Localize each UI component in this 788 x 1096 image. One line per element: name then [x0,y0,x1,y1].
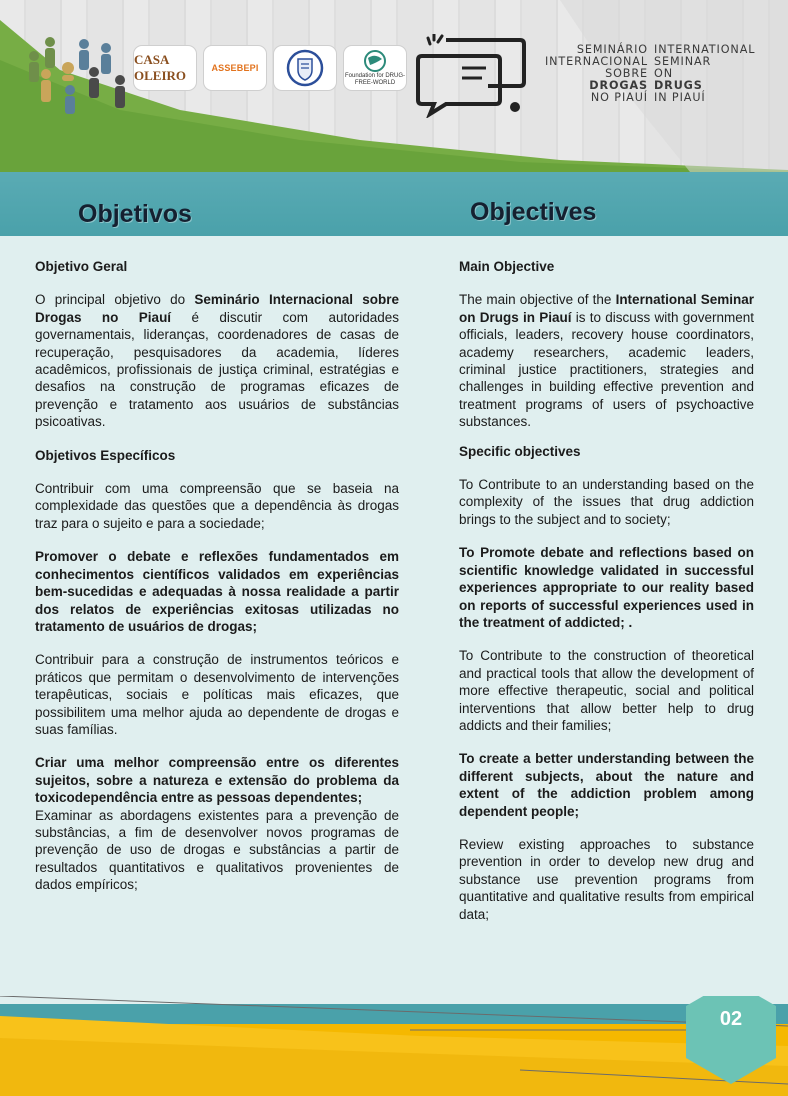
general-objective-text: O principal objetivo do Seminário Internacional sobre Drogas no Piauí é discutir com autoridades governamentais, lideranças, coordenadores de casas de recuperação, pesquisadores da academia, líderes acadêmicos, profissionais de justiça criminal, estratégias e desafios na construção de programas eficazes de prevenção e tratamento aos usuários de substâncias psicoativas. [35,292,399,430]
page-footer [0,996,788,1096]
crest-logo [274,46,336,90]
main-objective-title: Main Objective [459,259,555,274]
general-objective-title: Objetivo Geral [35,259,128,274]
foundation-drug-free-world-logo: Foundation for DRUG-FREE-WORLD [344,46,406,90]
title-row: INTERNACIONAL SEMINAR [544,55,712,68]
objective-item: Review existing approaches to substance prevention in order to develop new drug and substance use prevention programs from quantitative and qualitative results from empirical data; [459,836,754,922]
objective-item: To Contribute to an understanding based on the complexity of the issues that drug addiction brings to the subject and to society; [459,477,754,527]
portuguese-column [35,258,399,910]
title-row: DROGAS DRUGS [589,79,703,92]
specific-objectives-title: Specific objectives [459,443,581,459]
objective-item: To create a better understanding between the different subjects, about the nature and extent of the addiction problem among dependent people; [459,751,754,819]
title-row: NO PIAUÍ IN PIAUÍ [590,91,706,104]
main-objective-text: The main objective of the International Seminar on Drugs in Piauí is to discuss with government officials, leaders, recovery house coordinators, academy researchers, academic leaders, criminal justice practitioners, strategies and challenges in building effective prevention and treatment programs of users of psychoactive substances. [459,292,755,430]
page-number: 02 [719,1008,743,1030]
english-column [459,258,754,939]
people-group-icon [22,34,132,114]
chat-bubbles-icon [416,34,528,118]
page-header [0,0,788,172]
heading-objetivos: Objetivos [78,200,192,228]
objective-item: To Contribute to the construction of theoretical and practical tools that allow the development of more effective therapeutic, social and political interventions that allow better help to drug addicts and their families; [459,648,754,733]
title-row: SEMINÁRIO INTERNATIONAL [576,43,756,56]
objective-item: Examinar as abordagens existentes para a prevenção de substâncias, a fim de desenvolver novos programas de prevenção de uso de drogas e substâncias a partir de resultados quantitativos e qualitativos provenientes de dados empíricos; [35,807,399,893]
objective-item: Contribuir com uma compreensão que se baseia na complexidade das questões que a dependência às drogas traz para o sujeito e para a sociedade; [35,481,399,531]
casa-oleiro-logo: CASA OLEIRO [134,46,196,90]
objective-item: Criar uma melhor compreensão entre os diferentes sujeitos, sobre a natureza e extensão do problema da toxicodependência entre as pessoas dependentes; [35,755,399,806]
objective-item: To Promote debate and reflections based on scientific knowledge validated in successful experiences appropriate to our reality based on reports of successful experiences used in the treatment of addicted; . [459,545,754,630]
objective-item: Contribuir para a construção de instrumentos teóricos e práticos que permitam o desenvolvimento de intervenções terapêuticas, sociais e políticas mais eficazes, que possibilitem uma melhor ajuda ao dependente de drogas e suas famílias. [35,652,399,737]
crest-icon [285,48,325,88]
globe-icon [362,49,388,73]
specific-objectives-title: Objetivos Específicos [35,447,176,463]
heading-objectives: Objectives [470,198,597,226]
seminar-title [538,44,770,104]
title-row: SOBRE ON [605,67,673,80]
assebepi-logo: ASSEBEPI [204,46,266,90]
objective-item: Promover o debate e reflexões fundamentados em conhecimentos científicos validados em experiências bem-sucedidas e adequadas à nossa realidade a partir dos relatos de experiências exitosas utilizadas no tratamento de usuários de drogas; [35,549,399,634]
